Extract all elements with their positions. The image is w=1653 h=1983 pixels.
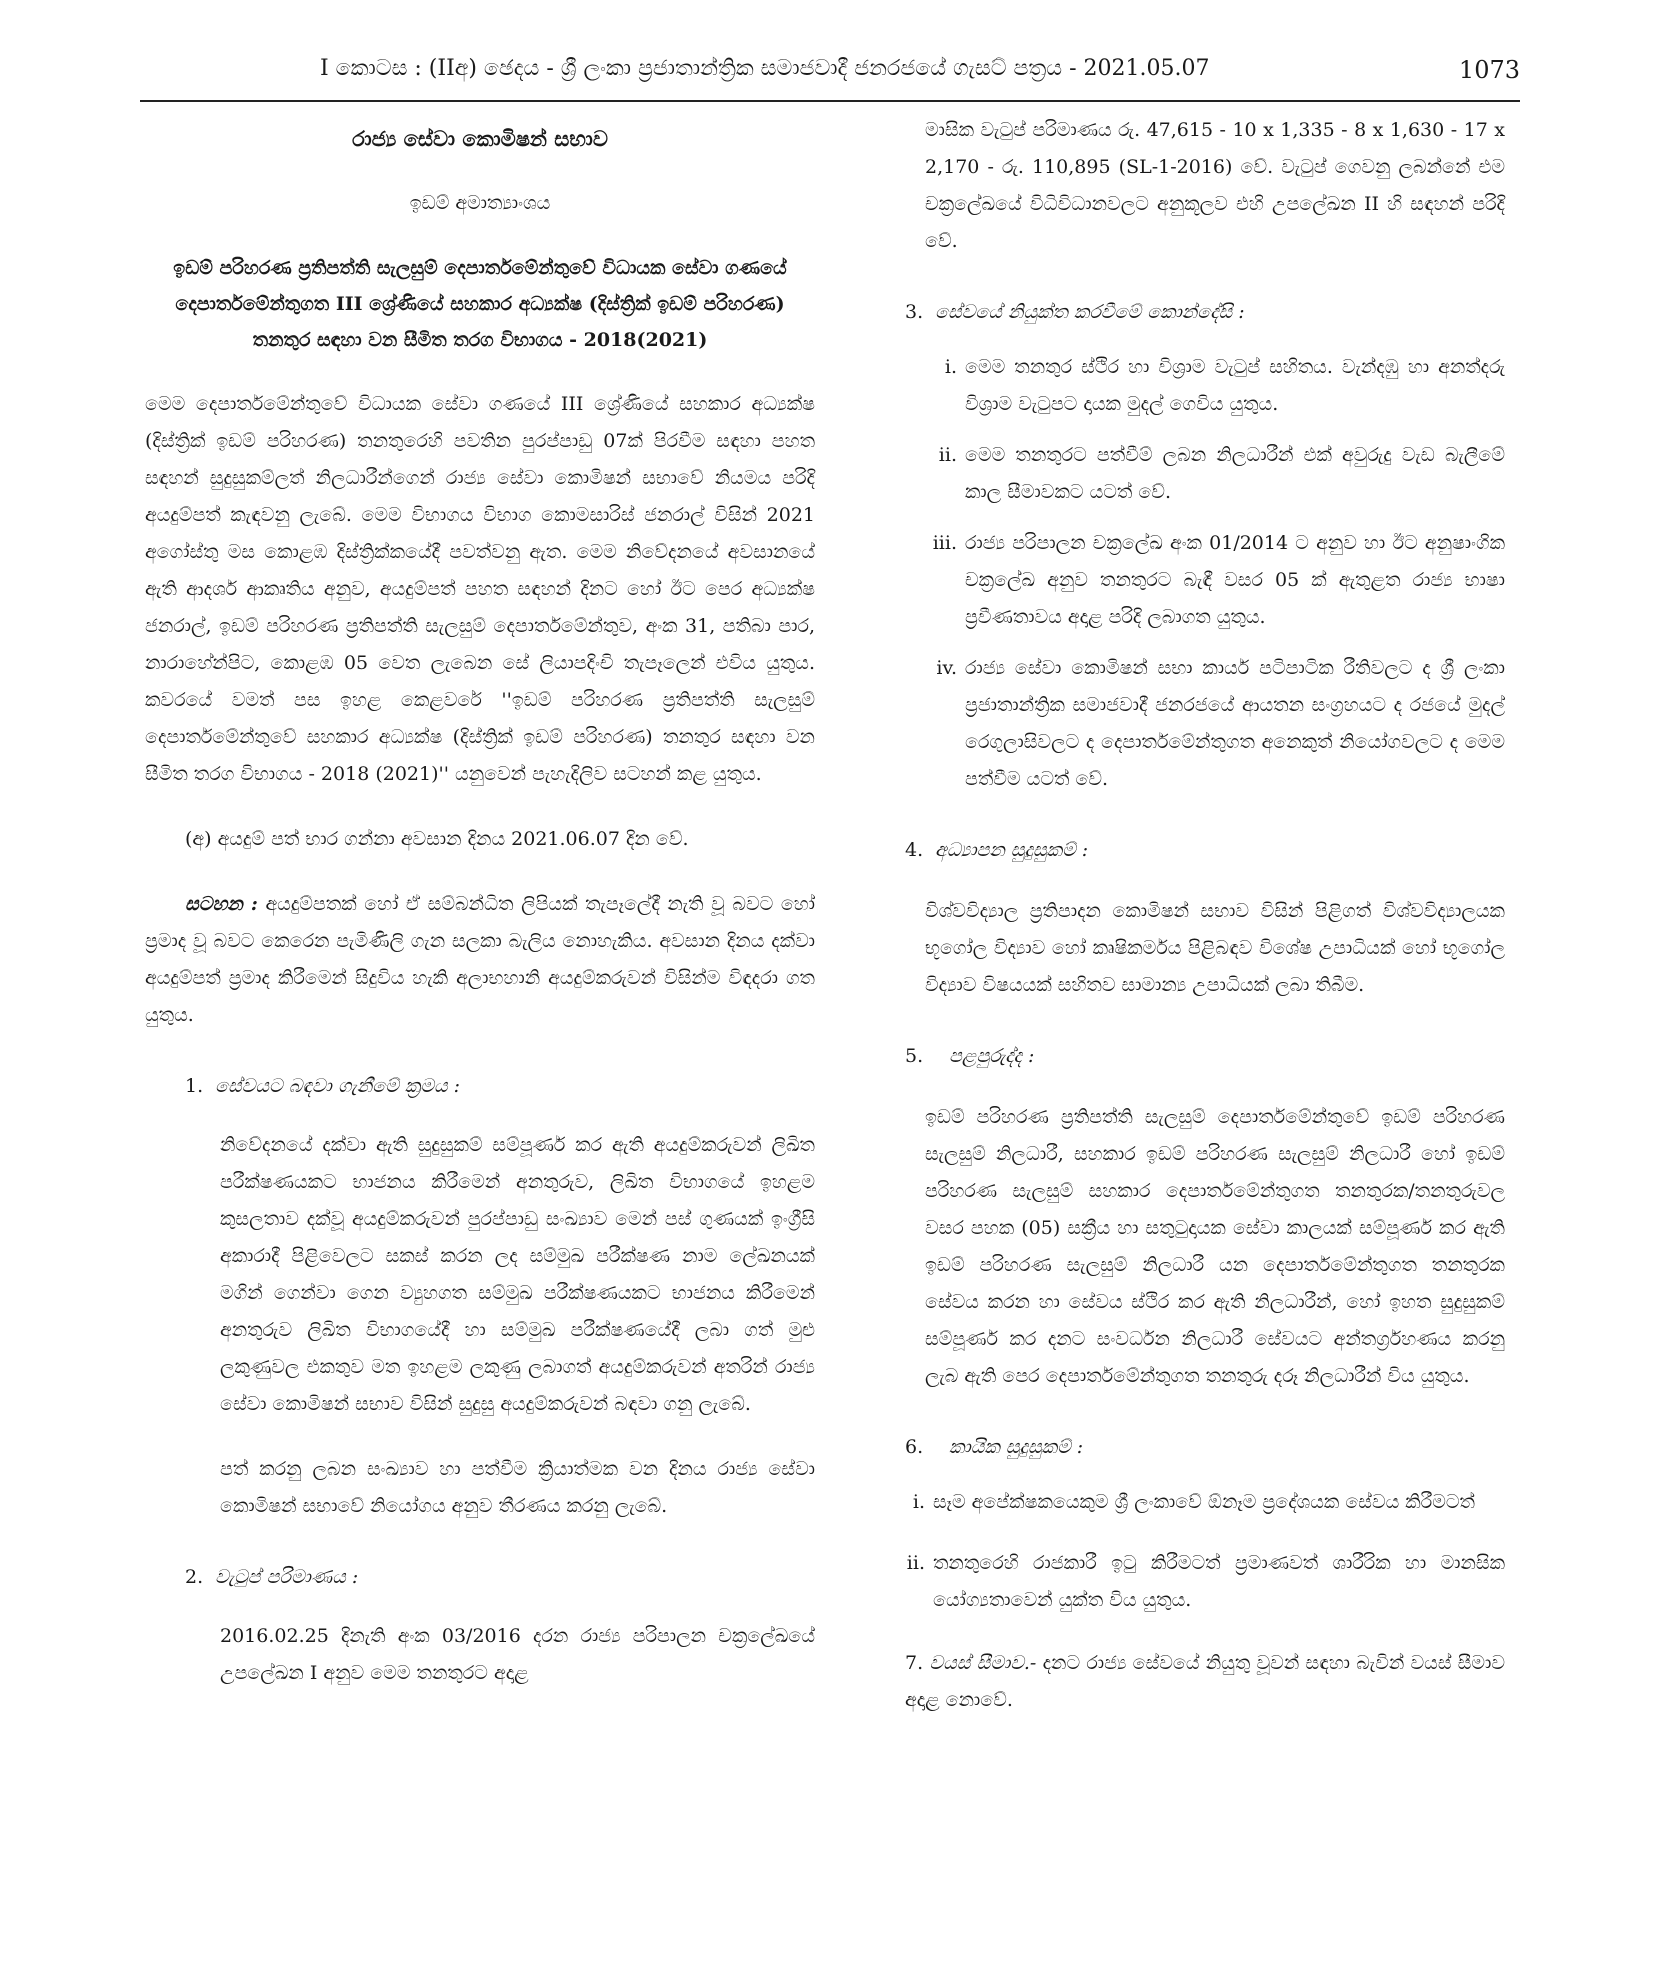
header-divider	[140, 100, 1520, 102]
section-5-heading	[905, 1038, 1505, 1075]
intro-paragraph: මෙම දෙපාර්තමේන්තුවේ විධායක සේවා ගණයේ III ශ්‍රේණියේ සහකාර අධ්‍යක්ෂ (දිස්ත්‍රික් ඉඩම් පරිහරණ) තනතුරෙහි පවතින පුරප්පාඩු 07ක් පිරවීම සඳහා පහත සඳහන් සුදුසුකම්ලත් නිලධාරීන්ගෙන් රාජ්‍ය සේවා කොමිෂන් සභාවේ නියමය පරිදි අයදුම්පත් කැඳවනු ලැබේ. මෙම විභාගය විභාග කොමසාරිස් ජනරාල් විසින් 2021 අගෝස්තු මස කොළඹ දිස්ත්‍රික්කයේදී පවත්වනු ඇත. මෙම නිවේදනයේ අවසානයේ ඇති ආදර්ශ ආකෘතිය අනුව, අයදුම්පත් පහත සඳහන් දිනට හෝ ඊට පෙර අධ්‍යක්ෂ ජනරාල්, ඉඩම් පරිහරණ ප්‍රතිපත්ති සැලසුම් දෙපාර්තමේන්තුව, අංක 31, පතිබා පාර, නාරාහේන්පිට, කොළඹ 05 වෙත ලැබෙන සේ ලියාපදිංචි තැපෑලෙන් එවිය යුතුය. කවරයේ වමත් පස ඉහළ කෙළවරේ ''ඉඩම් පරිහරණ ප්‍රතිපත්ති සැලසුම් දෙපාර්තමේන්තුවේ සහකාර අධ්‍යක්ෂ (දිස්ත්‍රික් ඉඩම් පරිහරණ) තනතුර සඳහා වන සීමිත තරග විභාගය - 2018 (2021)'' යනුවෙන් පැහැදිලිව සටහන් කළ යුතුය.	[145, 393, 815, 785]
section-4-number: 4.	[905, 839, 924, 861]
section-2-heading	[185, 1559, 815, 1596]
section-7-paragraph	[905, 1645, 1505, 1719]
left-column	[145, 112, 815, 1692]
item-roman-numeral: iii.	[932, 532, 957, 554]
item-roman-numeral: iv.	[936, 657, 957, 679]
section-1-paragraph-2: පත් කරනු ලබන සංඛ්‍යාව හා පත්වීම ක්‍රියාත්මක වන දිනය රාජ්‍ය සේවා කොමිෂන් සභාවේ නියෝගය අනුව තීරණය කරනු ලැබේ.	[220, 1458, 815, 1517]
section-5-title: පළපුරුද්ද :	[949, 1045, 1035, 1067]
section-6-heading	[905, 1429, 1505, 1466]
section-3-item-4	[905, 650, 1505, 798]
section-5-number: 5.	[905, 1045, 924, 1067]
section-7-number: 7.	[905, 1652, 924, 1674]
section-1-number: 1.	[185, 1075, 204, 1097]
section-4-paragraph: විශ්වවිද්‍යාල ප්‍රතිපාදන කොමිෂන් සභාව විසින් පිළිගත් විශ්වවිද්‍යාලයක භූගෝල විද්‍යාව හෝ කෘෂිකර්මය පිළිබඳව විශේෂ උපාධියක් හෝ භූගෝල විද්‍යාව විෂයයක් සහිතව සාමාන්‍ය උපාධියක් ලබා තිබීම.	[925, 900, 1505, 996]
section-3-item-2	[905, 437, 1505, 511]
commission-title: රාජ්‍ය සේවා කොමිෂන් සභාව	[352, 126, 608, 151]
section-3-title: සේවයේ නියුක්ත කරවීමේ කොන්දේසි :	[935, 301, 1245, 323]
section-2-title: වැටුප් පරිමාණය :	[215, 1566, 359, 1588]
ministry-name: ඉඩම් අමාත්‍යාංශය	[409, 192, 551, 214]
note-paragraph	[145, 886, 815, 1034]
section-3-heading	[905, 294, 1505, 331]
right-column	[905, 112, 1505, 1719]
item-roman-numeral: i.	[912, 1491, 925, 1513]
item-text: රාජ්‍ය පරිපාලන චක්‍රලේඛ අංක 01/2014 ට අනුව හා ඊට අනුෂාංගික චක්‍රලේඛ අනුව තනතුරට බැඳී වසර 05 ක් ඇතුළත රාජ්‍ය භාෂා ප්‍රවීණතාවය අදාළ පරිදි ලබාගත යුතුය.	[965, 532, 1505, 628]
item-roman-numeral: ii.	[938, 444, 957, 466]
section-2-number: 2.	[185, 1566, 204, 1588]
section-1-paragraph-1: නිවේදනයේ දක්වා ඇති සුදුසුකම් සම්පූර්ණ කර ඇති අයදුම්කරුවන් ලිඛිත පරීක්ෂණයකට භාජනය කිරීමෙන් අනතුරුව, ලිඛිත විභාගයේ ඉහළම කුසලතාව දක්වූ අයදුම්කරුවන් පුරප්පාඩු සංඛ්‍යාව මෙන් පස් ගුණයක් ඉංග්‍රීසි අකාරාදී පිළිවෙලට සකස් කරන ලද සම්මුඛ පරීක්ෂණ නාම ලේඛනයක් මගින් ගෙන්වා ගෙන ව්‍යුහගත සම්මුඛ පරීක්ෂණයකට භාජනය කිරීමෙන් අනතුරුව ලිඛිත විභාගයේදී හා සම්මුඛ පරීක්ෂණයේදී ලබා ගත් මුළු ලකුණුවල එකතුව මත ඉහළම ලකුණු ලබාගත් අයදුම්කරුවන් අතරින් රාජ්‍ය සේවා කොමිෂන් සභාව විසින් සුදුසු අයදුම්කරුවන් බඳවා ගනු ලැබේ.	[220, 1134, 815, 1415]
section-6-item-2	[905, 1545, 1505, 1619]
section-3-number: 3.	[905, 301, 924, 323]
closing-date: (අ) අයදුම් පත් භාර ගන්නා අවසාන දිනය 2021.06.07 දින වේ.	[185, 828, 689, 850]
section-6-number: 6.	[905, 1436, 924, 1458]
item-text: මෙම තනතුර ස්ථිර හා විශ්‍රාම වැටුප් සහිතය. වැන්දඹු හා අනත්දරු විශ්‍රාම වැටුපට දායක මුදල් ගෙවිය යුතුය.	[965, 356, 1505, 415]
section-7-title: වයස් සීමාව.-	[929, 1652, 1037, 1674]
note-text: අයදුම්පතක් හෝ ඒ සම්බන්ධිත ලිපියක් තැපෑලේදී නැති වූ බවට හෝ ප්‍රමාද වූ බවට කෙරෙන පැමිණිලි ගැන සලකා බැලිය නොහැකිය. අවසාන දිනය දක්වා අයදුම්පත් ප්‍රමාද කිරීමෙන් සිදුවිය හැකි අලාභහානි අයදුම්කරුවන් විසින්ම විඳදරා ගත යුතුය.	[145, 893, 816, 1026]
item-text: තනතුරෙහි රාජකාරී ඉටු කිරීමටත් ප්‍රමාණවත් ශාරීරික හා මානසික යෝග්‍යතාවෙන් යුක්ත විය යුතුය.	[933, 1552, 1505, 1611]
section-2-paragraph: 2016.02.25 දිනැති අංක 03/2016 දරන රාජ්‍ය පරිපාලන චක්‍රලේඛයේ උපලේඛන I අනුව මෙම තනතුරට අදාළ	[220, 1625, 815, 1684]
section-4-title: අධ්‍යාපන සුදුසුකම් :	[935, 839, 1089, 861]
section-6-title: කායික සුදුසුකම් :	[949, 1436, 1084, 1458]
section-3-item-3	[905, 525, 1505, 636]
item-text: මෙම තනතුරට පත්වීම් ලබන නිලධාරීන් එක් අවුරුදු වැඩ බැලීමේ කාල සීමාවකට යටත් වේ.	[965, 444, 1505, 503]
page-header	[140, 56, 1520, 96]
section-3-item-1	[905, 349, 1505, 423]
item-text: සෑම අපේක්ෂකයෙකුම ශ්‍රී ලංකාවේ ඕනෑම ප්‍රදේශයක සේවය කිරීමටත්	[933, 1491, 1475, 1513]
section-1-heading	[185, 1068, 815, 1105]
header-text: I කොටස : (IIඅ) ඡෙදය - ශ්‍රී ලංකා ප්‍රජාතාන්ත්‍රික සමාජවාදී ජනරජයේ ගැසට් පත්‍රය - 2021.05.07	[320, 56, 1210, 81]
section-6-item-1	[905, 1484, 1505, 1521]
item-text: රාජ්‍ය සේවා කොමිෂන් සභා කාර්ය පටිපාටික රීතිවලට ද ශ්‍රී ලංකා ප්‍රජාතාන්ත්‍රික සමාජවාදී ජනරජයේ ආයතන සංග්‍රහයට ද රජයේ මුදල් රෙගුලාසිවලට ද දෙපාර්තමේන්තුගත අනෙකුත් නියෝගවලට ද මෙම පත්වීම යටත් වේ.	[965, 657, 1505, 790]
section-7-text: දනට රාජ්‍ය සේවයේ නියුතු වූවන් සඳහා බැවින් වයස් සීමාව අදාළ නොවේ.	[905, 1652, 1505, 1711]
note-label: සටහන :	[185, 893, 258, 915]
section-1-title: සේවයට බඳවා ගැනීමේ ක්‍රමය :	[215, 1075, 460, 1097]
section-4-heading	[905, 832, 1505, 869]
exam-title: ඉඩම් පරිහරණ ප්‍රතිපත්ති සැලසුම් දෙපාර්තමේන්තුවේ විධායක සේවා ගණයේ දෙපාර්තමේන්තුගත III ශ්‍රේණියේ සහකාර අධ්‍යක්ෂ (දිස්ත්‍රික් ඉඩම් පරිහරණ) තනතුර සඳහා වන සීමිත තරග විභාගය - 2018(2021)	[173, 257, 787, 351]
salary-continuation: මාසික වැටුප් පරිමාණය රු. 47,615 - 10 x 1,335 - 8 x 1,630 - 17 x 2,170 - රු. 110,895 (SL-1-2016) වේ. වැටුප් ගෙවනු ලබන්නේ එම චක්‍රලේඛයේ විධිවිධානවලට අනුකූලව එහි උපලේඛන II හි සඳහන් පරිදි වේ.	[925, 119, 1505, 252]
item-roman-numeral: ii.	[906, 1552, 925, 1574]
item-roman-numeral: i.	[944, 356, 957, 378]
section-5-paragraph: ඉඩම් පරිහරණ ප්‍රතිපත්ති සැලසුම් දෙපාර්තමේන්තුවේ ඉඩම් පරිහරණ සැලසුම් නිලධාරී, සහකාර ඉඩම් පරිහරණ සැලසුම් නිලධාරී හෝ ඉඩම් පරිහරණ සැලසුම් සහකාර දෙපාර්තමේන්තුගත තනතුරක/තනතුරුවල වසර පහක (05) සක්‍රීය හා සතුටුදායක සේවා කාලයක් සම්පූර්ණ කර ඇති ඉඩම් පරිහරණ සැලසුම් නිලධාරී යන දෙපාර්තමේන්තුගත තනතුරක සේවය කරන හා සේවය ස්ථිර කර ඇති නිලධාරීන්, හෝ ඉහත සුදුසුකම් සම්පූර්ණ කර දනට සංවර්ධන නිලධාරී සේවයට අන්තර්ග්‍රහණය කරනු ලැබ ඇති පෙර දෙපාර්තමේන්තුගත තනතුරු දරූ නිලධාරීන් විය යුතුය.	[925, 1106, 1505, 1387]
page-number: 1073	[1458, 56, 1520, 84]
